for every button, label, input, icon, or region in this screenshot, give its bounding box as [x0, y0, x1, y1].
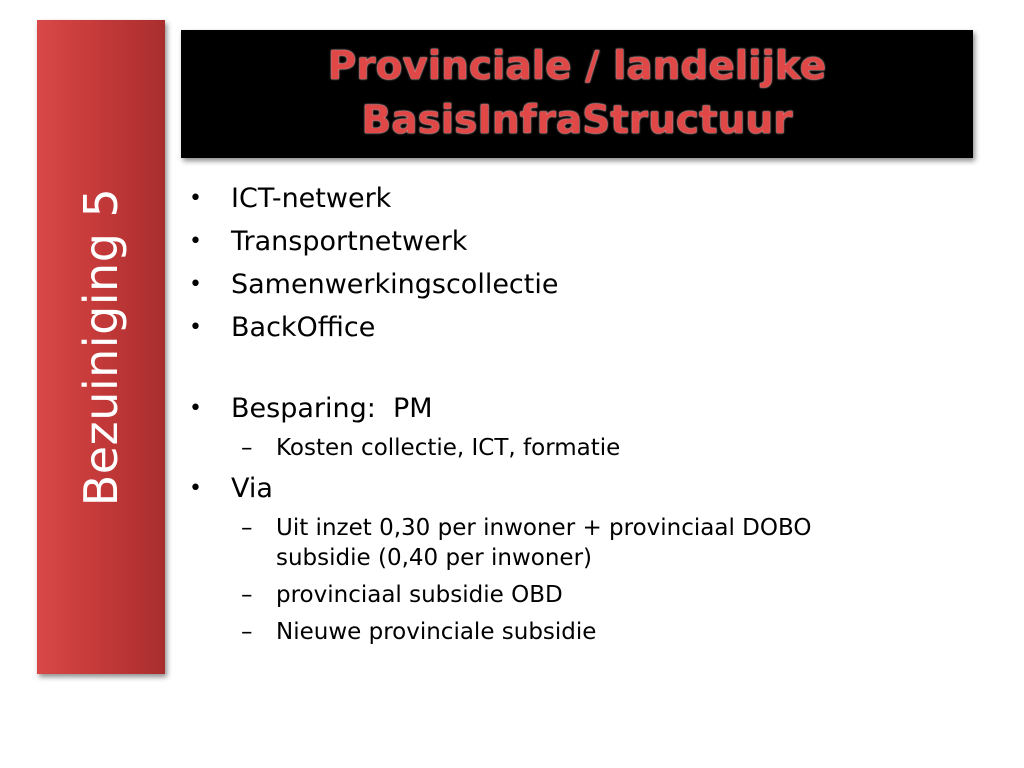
- bullet-icon: •: [189, 272, 202, 297]
- title-line-2: BasisInfraStructuur: [361, 98, 793, 143]
- spacer: [186, 352, 906, 390]
- bullet-icon: •: [189, 315, 202, 340]
- sub-list-item-text: Nieuwe provinciale subsidie: [276, 619, 597, 645]
- sub-list-item-text: Kosten collectie, ICT, formatie: [276, 435, 621, 461]
- bullet-icon: •: [189, 476, 202, 501]
- dash-icon: –: [241, 582, 253, 608]
- list-item-text: ICT-netwerk: [231, 183, 392, 214]
- bullet-icon: •: [189, 396, 202, 421]
- sub-list-item: [186, 433, 876, 463]
- bullet-icon: •: [189, 186, 202, 211]
- sub-list-item: [186, 617, 876, 647]
- sidebar-title: Bezuiniging 5: [74, 187, 128, 507]
- list-item-via: [186, 470, 906, 508]
- sidebar-panel: [37, 20, 165, 674]
- list-item: [186, 223, 906, 261]
- list-item-text: Besparing: PM: [231, 393, 433, 424]
- bullet-icon: •: [189, 229, 202, 254]
- list-item-text: Via: [231, 473, 273, 504]
- sub-list-item: [186, 513, 876, 573]
- sub-list-item: [186, 580, 876, 610]
- dash-icon: –: [241, 435, 253, 461]
- list-item-text: BackOffice: [231, 312, 376, 343]
- list-item: [186, 180, 906, 218]
- bullet-list: [186, 180, 906, 654]
- title-line-1: Provinciale / landelijke: [327, 44, 827, 89]
- sub-list-item-text: Uit inzet 0,30 per inwoner + provinciaal DOBO subsidie (0,40 per inwoner): [276, 515, 819, 571]
- dash-icon: –: [241, 619, 253, 645]
- list-item-text: Transportnetwerk: [231, 226, 468, 257]
- list-item-text: Samenwerkingscollectie: [231, 269, 559, 300]
- dash-icon: –: [241, 515, 253, 541]
- sub-list-item-text: provinciaal subsidie OBD: [276, 582, 563, 608]
- list-item: [186, 266, 906, 304]
- title-box: [181, 30, 973, 158]
- list-item: [186, 309, 906, 347]
- list-item-besparing: [186, 390, 906, 428]
